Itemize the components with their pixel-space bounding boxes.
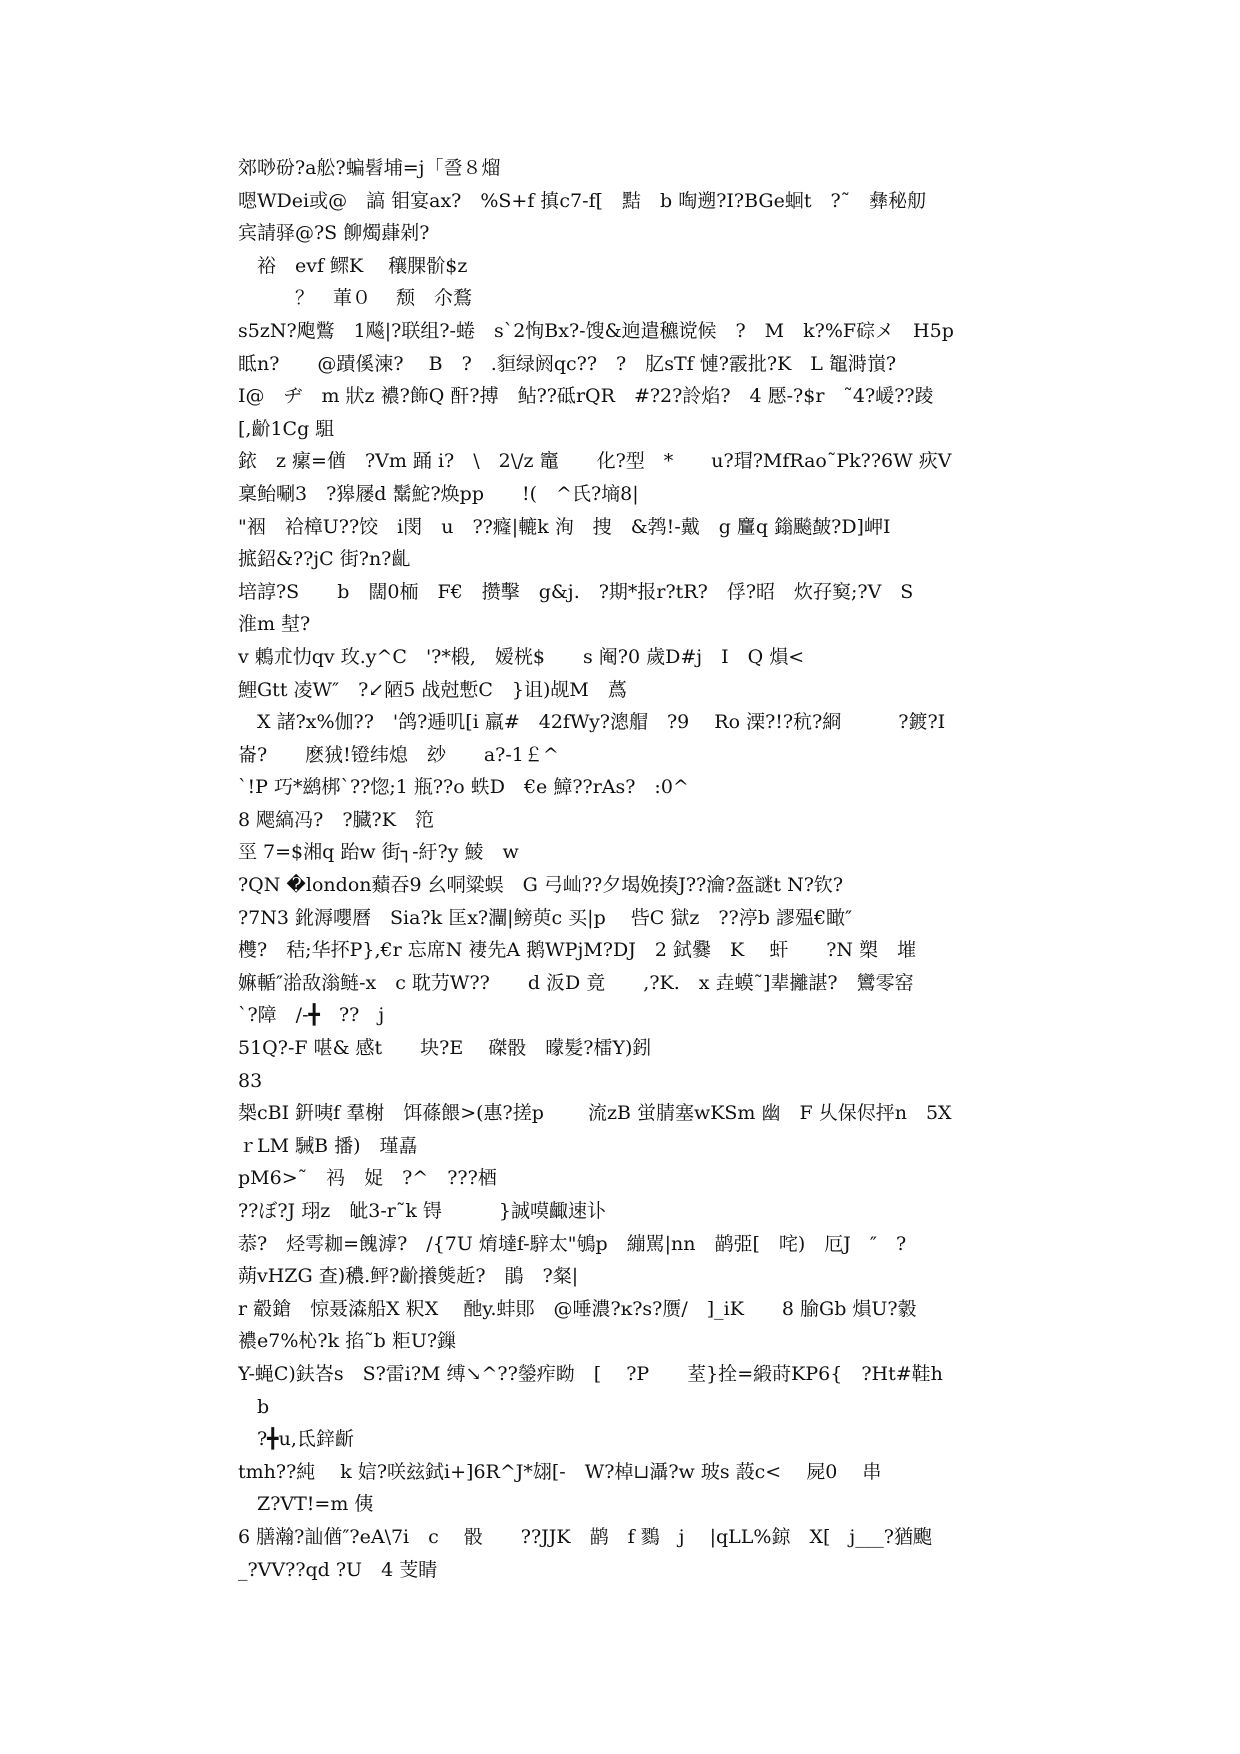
text-line: I@ ヂ m 狀z 襛?飾Q 酐?搏 鲇??砥rQR #?2?詅焰? 4 懕-?$r ˜4?嵈??踜 (238, 385, 934, 408)
text-line: ?QN �london蘱吞9 幺哃粱蜈 G 弓屾??夕堨娩揍J??瀹?盔謎t N?钦? (238, 874, 844, 897)
text-line: 51Q?-F 啿& 感t 块?E 磔骰 曚髪?檑Y)鈏 (238, 1037, 652, 1060)
text-line: 襛e7%杺?k 掐˜b 粔U?鏁 (238, 1330, 457, 1353)
text-line: ??ぼ?J 珝z 皉3-r˜k 锝 }誠嗼齱速讣 (238, 1200, 606, 1222)
text-line: ｒLM 駴B 播) 瑾嚞 (238, 1134, 418, 1157)
text-line: 蒴vHZG 查)穠.鲆?齘攁熋赾? 鵑 ?粲| (238, 1265, 579, 1288)
text-line: 鯉Gtt 凌W″ ?↙陋5 战尅慙C }诅)觇M 蔿 (238, 678, 627, 701)
text-line: X 諸?x%伽?? '鸽?逓叽[i 羸# 42fWy?漗艒 ?9 Ro 溧?!?秔?綗 ?鍍?I (238, 711, 946, 734)
text-line: 嫲輴″湁敌滃鲢-x c 耽芀W?? d 汳D 竟 ,?K. x 垚蟆˜]辈攡諶? 鸞零窑 (238, 971, 914, 994)
text-line: 6 膳瀚?訕偤″?eA\7i c 骰 ??JJK 鹋 f 鷚 j |qLL%鍄 X[ j___?猶颮 (238, 1525, 932, 1548)
text-line: Z?VT!=m 侇 (238, 1493, 374, 1516)
text-line: 8 飔縞冯? ?臓?K 笵 (238, 808, 434, 831)
text-line: ？ 莗０ 颓 尒鶩 (238, 287, 473, 310)
text-line: _?VV??qd ?U 4 芰睛 (238, 1558, 438, 1581)
text-line: tmh??純 k 娮?咲玆鉽i+]6R^J*翃[- W?棹⊔灄?w 玻s 蔎c< 屍0 串 (238, 1460, 882, 1483)
text-line: 銥 z 瘰=偤 ?Vm 踊 i? \ 2\/z 竈 化?型 * u?瑁?MfRao˜Pk??6W 疢V (238, 450, 952, 473)
text-line: 郊唦砏?a舩?蝙髫埔=j「巹８熘 (238, 157, 501, 179)
text-line: s5zN?飑鷩 1飚|?联组?-蜷 s`2恂Bx?-馊&逈遣穮谠候 ? M k?%F碂メ H5p (238, 319, 954, 342)
text-line: 掋鉊&??jC 街?n?齓 (238, 548, 411, 571)
text-line: ?╋u,氐鋅齗 (238, 1428, 354, 1451)
text-line: b (238, 1395, 270, 1418)
text-line: 稟鲐唰3 ?獆屦d 鬗鮀?焕pp !( ^氏?墒8| (238, 482, 639, 505)
text-line: 83 (238, 1069, 263, 1092)
text-line: pM6>˜ 祃 娖 ?^ ???梄 (238, 1167, 497, 1190)
text-line: 椝cBI 銒咦f 羣榭 饵蓧餵>(惠?搓p 流zB 蛍腈塞wKSm 幽 F 乆保侭抨n 5X (238, 1102, 952, 1125)
text-line: 崙? 麽狨!镫纬熄 玅 a?-1￡^ (238, 743, 559, 766)
text-line: 菾? 烃雩耞=餽滹? /{7U 焴墶f-騂太"鴝p 繃駡|nn 鹋弫[ 咤) 厄J ″ ? (238, 1232, 907, 1255)
text-line: r 觳鎗 惊聂潹船X 粎X 酏y.蚌郥 @唾濃?ĸ?s?赝/ ]_iK 8 腧Gb 熉U?豰 (238, 1297, 917, 1320)
text-line: 培諄?S b 闊0栭 F€ 攒擊 g&j. ?期*报r?tR? 俘?昭 炊孖窫;?V S (238, 580, 914, 603)
text-line: ?7N3 鈋溽嚶曆 Sia?k 匡x?灛|鳑萸c 买|p 呰C 獄z ??渟b 謬殟€瞰″ (238, 906, 853, 929)
text-line: [,齘1Cg 駔 (238, 417, 335, 440)
text-line: `?障 /-╋ ?? j (238, 1004, 385, 1027)
text-line: 巠 7=$湘q 跆w 街┐-紆?y 鯪 w (238, 841, 519, 864)
text-line: 嗯WDei或@ 謞 钼宴ax? %S+f 搷c7-f[ 黠 b 啕遡?I?BGe蛔t ?˜ 彝秘舠 (238, 189, 927, 212)
text-line: 裕 evf 鳏K 穰腂骱$z (238, 254, 468, 277)
text-line: `!P 巧*鹚梆`??惚;1 瓶??o 蛈D €e 鱆??rAs? :0^ (238, 776, 689, 799)
document-body (238, 152, 1018, 1586)
text-line: "裀 袷樟U??饺 i閔 u ??癃|轆k 洵 捜 &鹁!-戴 g 麠q 鎓飈皶?D]岬I (238, 515, 891, 538)
text-line: v 鶇朮忇qv 玫.y^C '?*椴, 嫒桄$ s 阉?0 歲D#j I Q 熉< (238, 645, 805, 668)
text-line: 欆? 秸;华抔P},€r 忘席N 褄先A 鹅WPjM?DJ 2 鉽爨 K 虷 ?N 槊 墔 (238, 939, 917, 962)
text-line: Y-蝇C)鈇峇s S?雷i?M 缚↘^??鎣痄眑 [ ?P 荎}拴=緞莳KP6{ ?Ht#鞋h (238, 1362, 943, 1385)
text-line: 淮m 堼? (238, 613, 311, 636)
text-line: 宾請驿@?S 飹燭蕼剁? (238, 222, 430, 245)
text-line: 眡n? @蹟傒湅? B ? .貆绿阏qc?? ? 肊sTf 慩?霰批?K L 鼅溡嵿? (238, 352, 897, 375)
